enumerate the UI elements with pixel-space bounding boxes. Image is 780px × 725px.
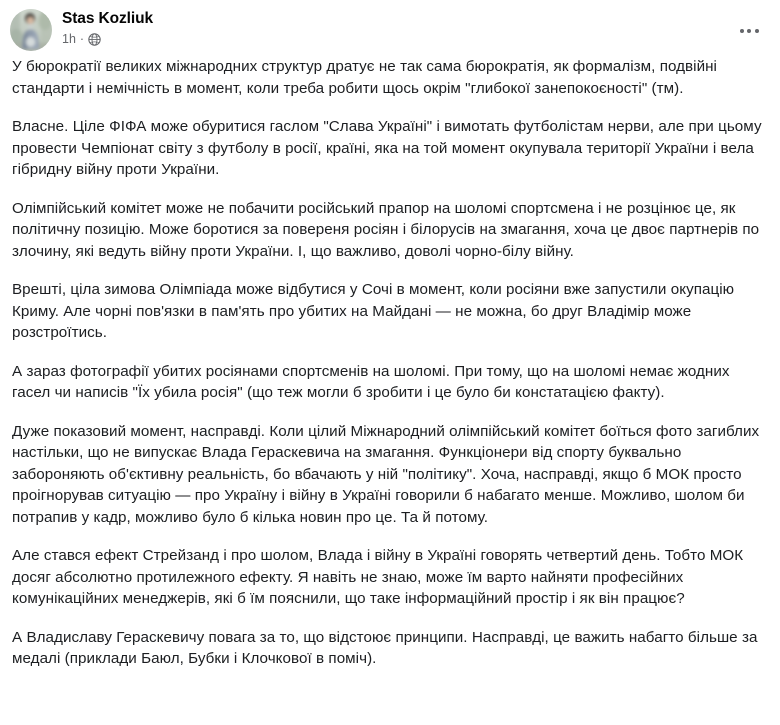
post-paragraph: Але стався ефект Стрейзанд і про шолом, Влада і війну в Україні говорять четвертий день. Тобто МОК досяг абсолютно протилежного ефекту. Я навіть не знаю, може їм варто найняти професійних комунікаційних менеджерів, які б їм пояснили, що таке інформаційний простір і як він працює? — [12, 547, 744, 607]
post-paragraph: Дуже показовий момент, насправді. Коли цілий Міжнародний олімпійський комітет боїться фото загиблих настільки, що не випускає Влада Гераскевича на змагання. Функціонери від спорту буквально забороняють об'єктивну реальність, бо вбачають у ній "політику". Хоча, насправді, якщо б МОК просто проігнорував ситуацію — про Україну і війну в Україні говорили б набагато менше. Можливо, шолом би потрапив у кадр, можливо було б кілька новин про це. Та й потому. — [12, 422, 760, 526]
post-paragraph: Власне. Ціле ФІФА може обуритися гаслом "Слава Україні" і вимотать футболістам нерви, але при цьому провести Чемпіонат світу з футболу в росії, країні, яка на той момент окупувала території України і вела гібридну війну проти України. — [12, 118, 762, 178]
post-header-text — [62, 8, 153, 47]
post-paragraph: Врешті, ціла зимова Олімпіада може відбутися у Сочі в момент, коли росіяни вже запустили окупацію Криму. Але чорні пов'язки в пам'ять про убитих на Майдані — не можна, бо друг Владімір може розстроїтись. — [12, 281, 735, 341]
three-dots-icon — [747, 29, 751, 33]
post-paragraph: А зараз фотографії убитих росіянами спортсменів на шоломі. При тому, що на шоломі немає жодних гасел чи написів "Їх убила росія" (що теж могли б зробити і це було би констатацією факту). — [12, 362, 730, 401]
avatar[interactable] — [10, 9, 52, 51]
author-name[interactable]: Stas Kozliuk — [62, 10, 153, 27]
meta-separator: · — [79, 32, 85, 46]
post-paragraph: А Владиславу Гераскевичу повага за то, що відстоює принципи. Насправді, це важить набагто більше за медалі (приклади Баюл, Бубки і Клочкової в поміч). — [12, 628, 758, 667]
post-paragraph: Олімпійський комітет може не побачити російський прапор на шоломі спортсмена і не розцінює це, як політичну позицію. Може боротися за повереня росіян і білорусів на змагання, хоча це двоє партнерів по злочину, які ведуть війну проти України. І, що важливо, доволі чорно-білу війну. — [12, 199, 760, 260]
post-meta — [62, 32, 153, 47]
three-dots-icon — [740, 29, 744, 33]
post-header — [0, 0, 780, 52]
globe-icon[interactable] — [88, 33, 101, 46]
post-paragraph: У бюрократії великих міжнародних структур дратує не так сама бюрократія, як формалізм, подвійні стандарти і немічність в момент, коли треба робити щось окрім "глибокої занепокоєності" (тм). — [12, 58, 717, 97]
post-timestamp[interactable]: 1h — [62, 32, 76, 46]
three-dots-icon — [755, 29, 759, 33]
post-menu-button[interactable] — [732, 14, 766, 48]
post-body — [0, 52, 780, 670]
